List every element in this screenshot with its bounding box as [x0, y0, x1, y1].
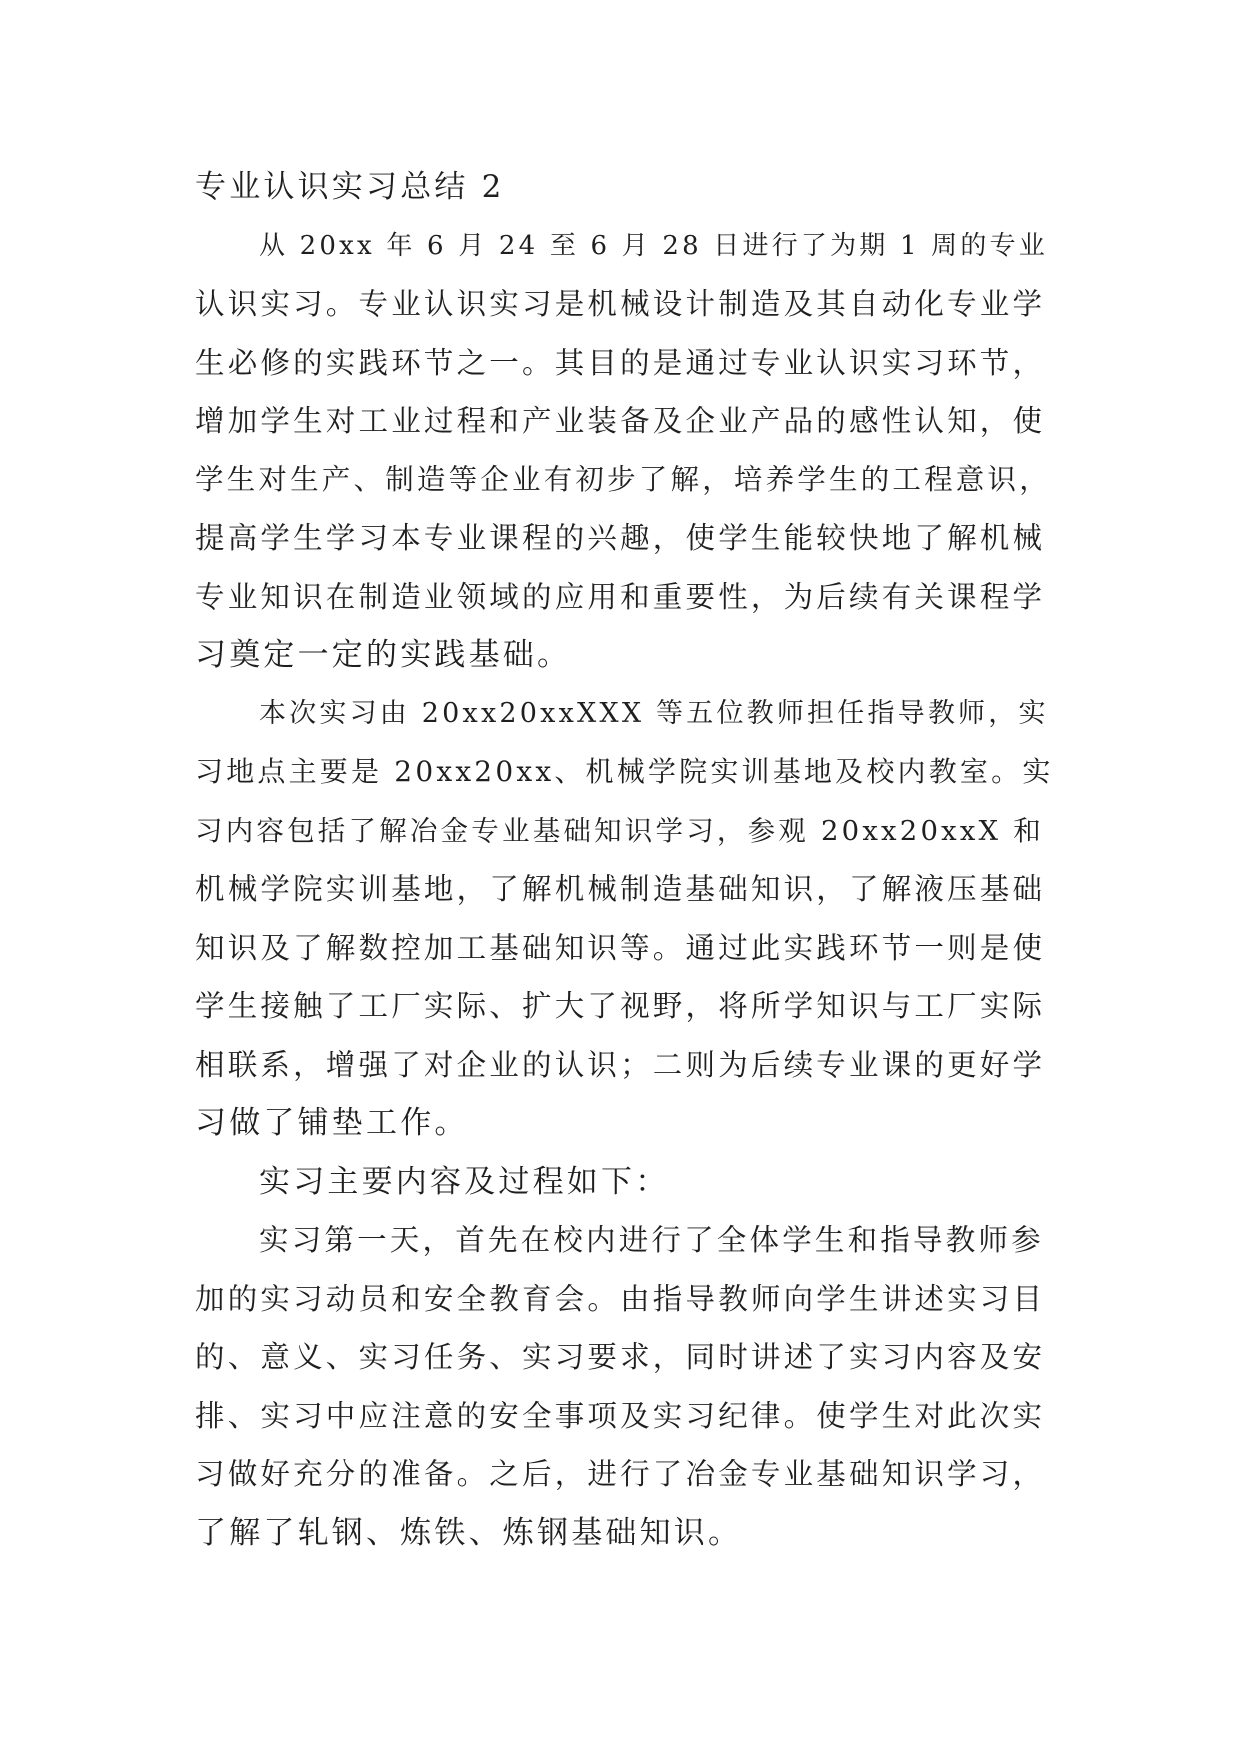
text-line: 加的实习动员和安全教育会。由指导教师向学生讲述实习目: [195, 1281, 1046, 1316]
text-line: 相联系，增强了对企业的认识；二则为后续专业课的更好学: [195, 1047, 1046, 1082]
text-line: 学生对生产、制造等企业有初步了解，培养学生的工程意识，: [195, 462, 1051, 496]
text-line: 知识及了解数控加工基础知识等。通过此实践环节一则是使: [195, 930, 1046, 965]
text-line: 从 20xx 年 6 月 24 至 6 月 28 日进行了为期 1 周的专业: [259, 230, 1048, 261]
text-line: 习地点主要是 20xx20xx、机械学院实训基地及校内教室。实: [195, 755, 1054, 788]
document-title: 专业认识实习总结 2: [195, 169, 505, 205]
document-body: [195, 158, 1055, 1562]
text-line: 了解了轧钢、炼铁、炼钢基础知识。: [195, 1514, 743, 1551]
paragraph: [195, 685, 1055, 1153]
text-line: 机械学院实训基地，了解机械制造基础知识，了解液压基础: [195, 872, 1046, 906]
text-line: 习内容包括了解冶金专业基础知识学习，参观 20xx20xxX 和: [195, 814, 1044, 847]
text-line: 生必修的实践环节之一。其目的是通过专业认识实习环节，: [195, 345, 1046, 380]
text-line: 排、实习中应注意的安全事项及实习纪律。使学生对此次实: [195, 1398, 1046, 1433]
text-line: 提高学生学习本专业课程的兴趣，使学生能较快地了解机械: [195, 521, 1046, 555]
text-line: 习做了铺垫工作。: [195, 1105, 469, 1141]
text-line: 学生接触了工厂实际、扩大了视野，将所学知识与工厂实际: [195, 989, 1046, 1023]
text-line: 的、意义、实习任务、实习要求，同时讲述了实习内容及安: [195, 1340, 1046, 1374]
paragraph: [195, 1153, 1055, 1212]
text-line: 实习第一天，首先在校内进行了全体学生和指导教师参: [259, 1223, 1044, 1257]
text-line: 实习主要内容及过程如下：: [259, 1163, 670, 1200]
text-line: 增加学生对工业过程和产业装备及企业产品的感性认知，使: [195, 404, 1046, 438]
paragraph: [195, 1211, 1055, 1562]
text-line: 习做好充分的准备。之后，进行了冶金专业基础知识学习，: [195, 1457, 1046, 1491]
text-line: 本次实习由 20xx20xxXXX 等五位教师担任指导教师，实: [259, 697, 1049, 729]
text-line: 认识实习。专业认识实习是机械设计制造及其自动化专业学: [195, 287, 1046, 321]
text-line: 习奠定一定的实践基础。: [195, 637, 572, 673]
paragraph: [195, 217, 1055, 685]
text-line: 专业知识在制造业领域的应用和重要性，为后续有关课程学: [195, 579, 1046, 614]
